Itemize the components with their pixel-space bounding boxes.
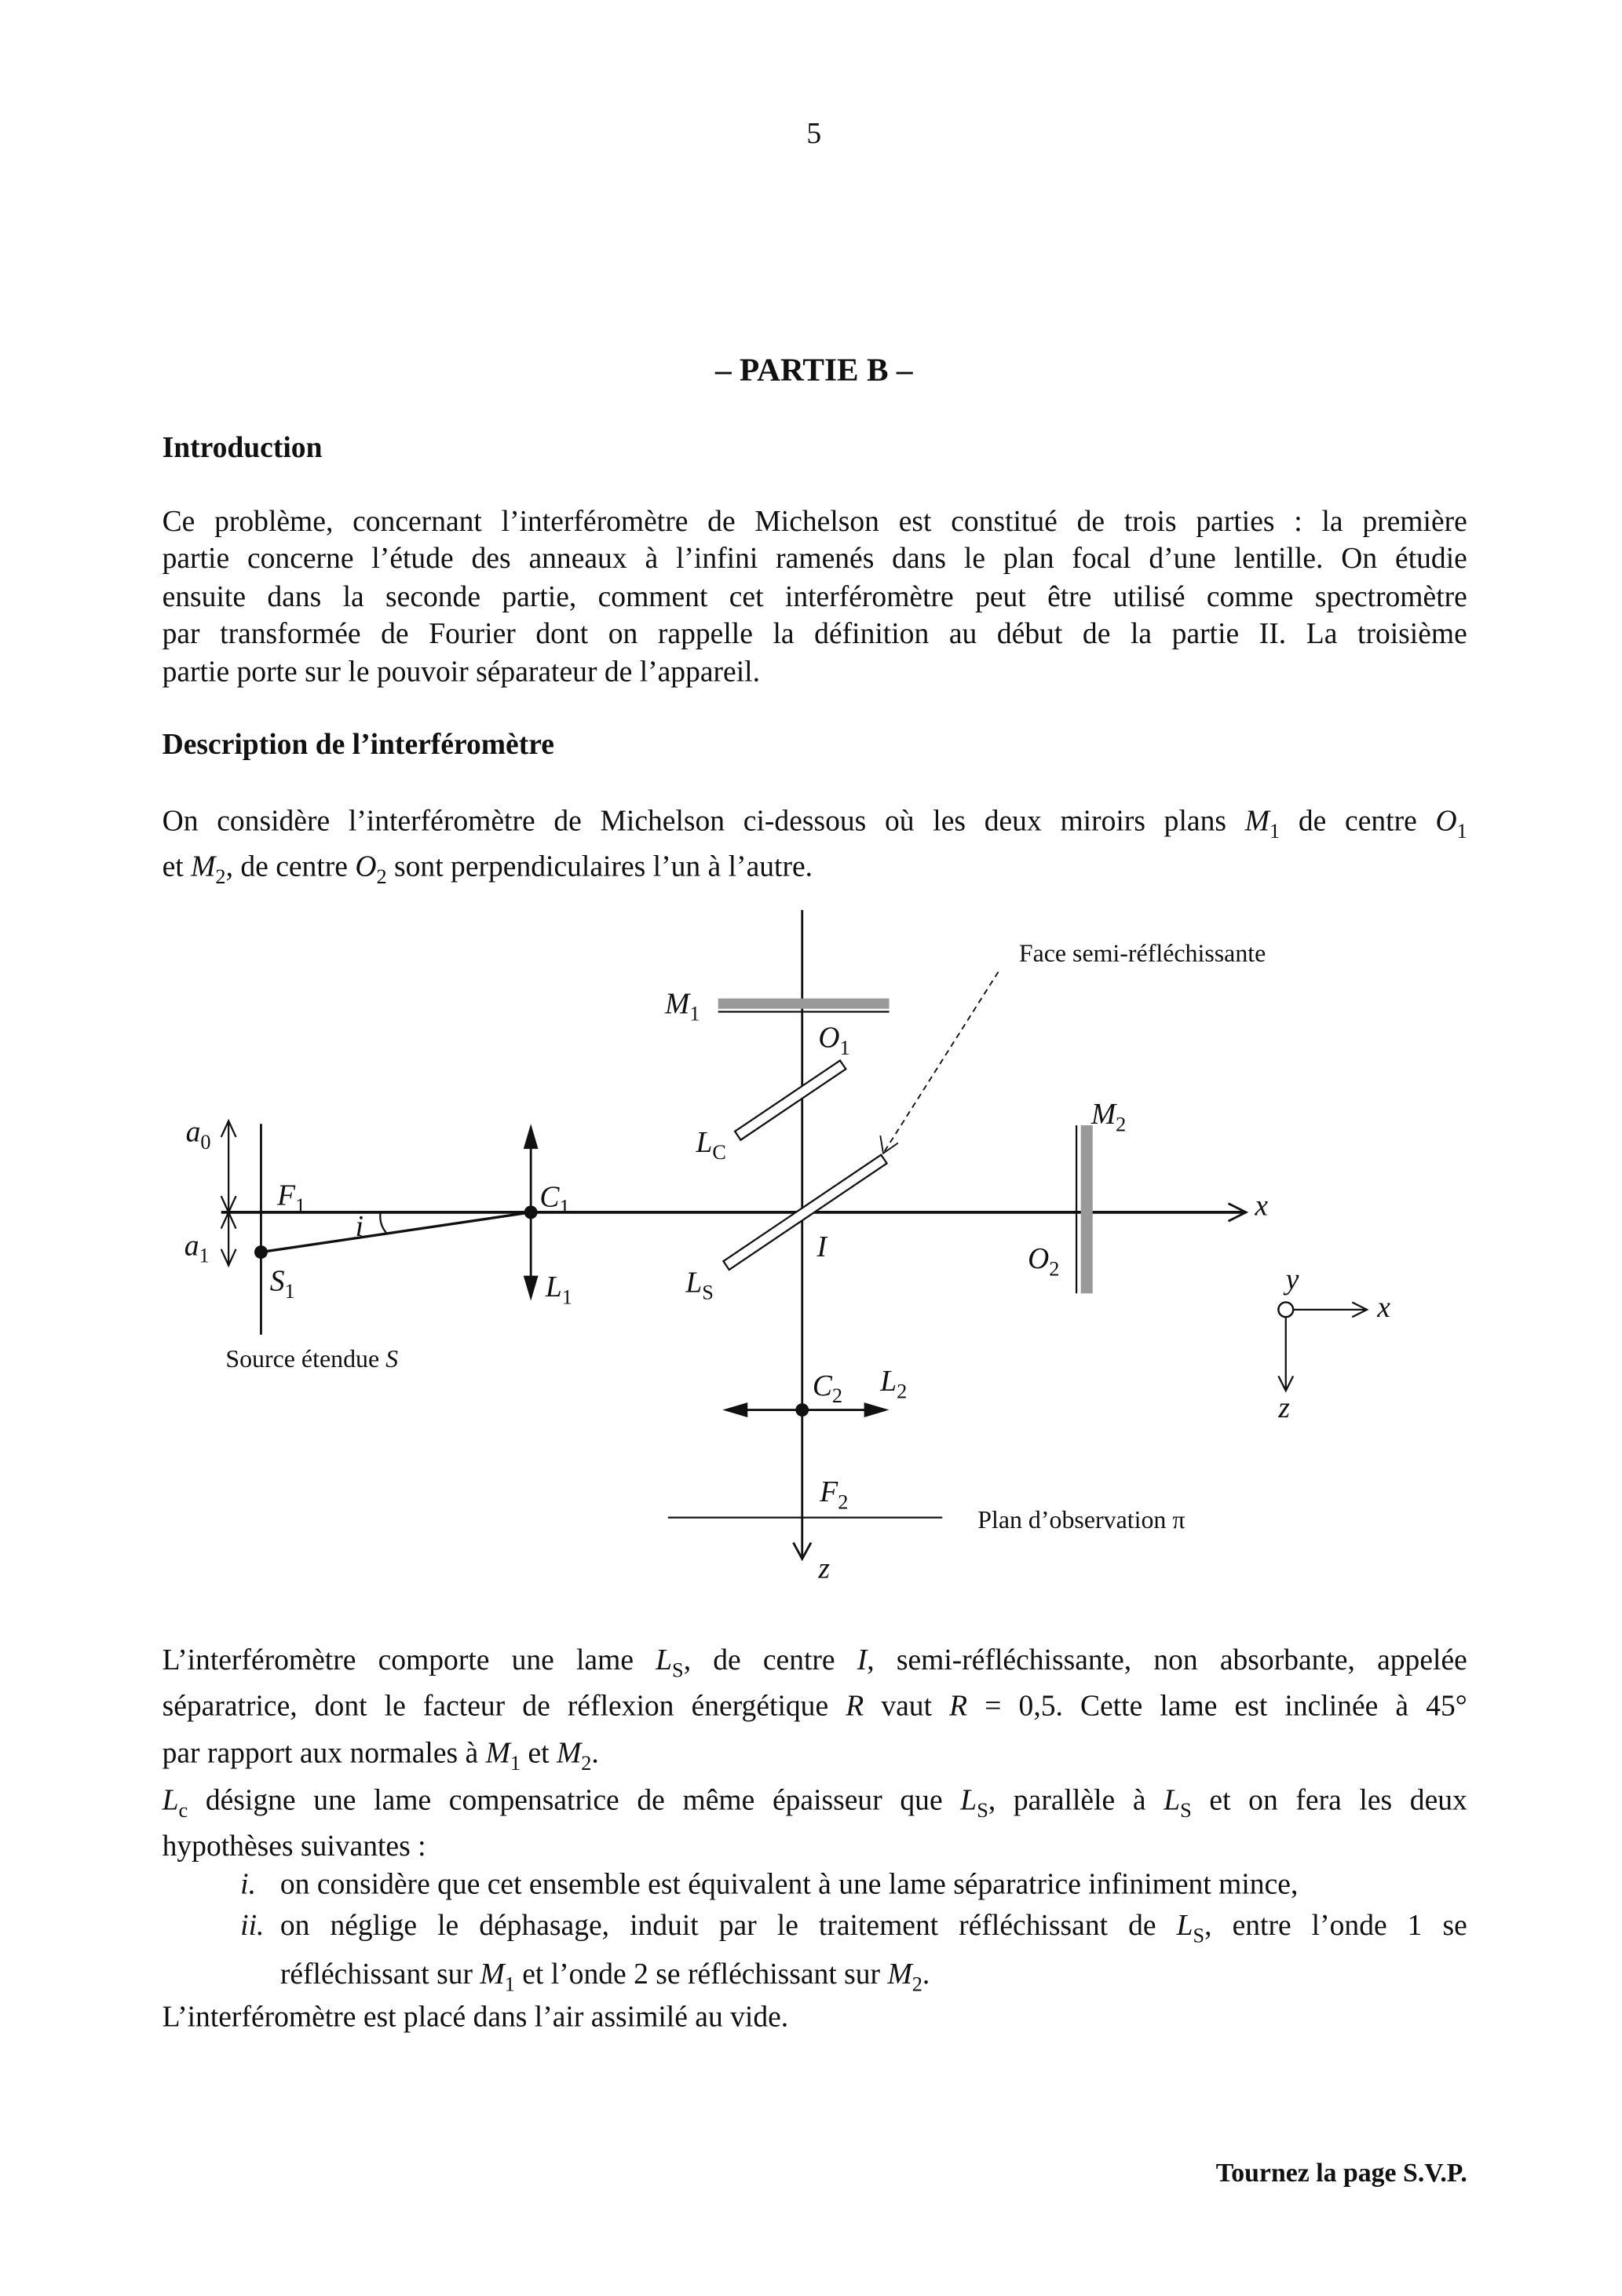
label-ls — [685, 1267, 714, 1303]
label-main: z — [818, 1552, 831, 1585]
label-c1 — [539, 1181, 569, 1218]
math-symbol-main: R — [949, 1690, 968, 1723]
math-symbol-main: L — [162, 1784, 179, 1817]
source-symbol: S — [385, 1345, 399, 1373]
face-pointer-dashed-line — [883, 972, 998, 1153]
math-symbol-main: M — [1244, 805, 1270, 838]
label-triad-z — [1277, 1392, 1290, 1424]
text-run: séparatrice, dont le facteur de réflexion énergétique — [162, 1690, 846, 1723]
math-subscript: c — [178, 1801, 188, 1823]
text-run: et — [162, 850, 192, 884]
label-subscript: 0 — [200, 1131, 211, 1154]
lens-l1-bottom-arrow — [524, 1276, 539, 1301]
face-semi-reflechissante-caption: Face semi-réfléchissante — [1018, 939, 1266, 967]
page-number: 5 — [806, 118, 822, 151]
ray-s1-c1 — [261, 1212, 531, 1252]
face-pointer-arrow — [880, 1135, 898, 1153]
text-run: et l’onde 2 se réfléchissant sur — [514, 1958, 888, 1991]
text-run: , entre l’onde 1 se — [1204, 1910, 1467, 1943]
label-f1 — [276, 1179, 305, 1216]
label-subscript: 1 — [559, 1195, 570, 1219]
label-subscript: 1 — [284, 1279, 295, 1303]
label-o2 — [1028, 1243, 1059, 1280]
label-lc — [696, 1127, 726, 1164]
label-subscript: 2 — [831, 1384, 843, 1408]
label-i — [356, 1211, 363, 1243]
math-symbol-main: L — [1164, 1784, 1181, 1817]
text-run: vaut — [864, 1690, 950, 1723]
label-i — [816, 1231, 828, 1263]
text-run: , de centre — [683, 1644, 857, 1677]
text-run: réfléchissant sur — [279, 1958, 480, 1991]
label-main: x — [1255, 1190, 1269, 1223]
math-subscript: S — [1193, 1925, 1205, 1949]
math-symbol-main: O — [355, 850, 377, 884]
math-symbol-main: R — [846, 1690, 864, 1723]
text-run: hypothèses suivantes : — [162, 1830, 426, 1863]
label-main: z — [1278, 1391, 1291, 1424]
label-main: L — [696, 1126, 713, 1159]
text-run: . — [922, 1958, 930, 1991]
math-symbol-main: M — [887, 1958, 912, 1991]
label-main: L — [545, 1270, 562, 1303]
math-subscript: 2 — [376, 867, 387, 890]
text-run: On considère l’interféromètre de Michelson ci-dessous où les deux miroirs plans — [162, 805, 1245, 838]
text-run: . — [591, 1737, 599, 1770]
math-symbol-main: M — [485, 1737, 510, 1770]
source-caption-text: Source étendue — [225, 1345, 386, 1373]
text-run: sont perpendiculaires l’un à l’autre. — [386, 850, 813, 884]
label-l2 — [879, 1366, 907, 1402]
text-run: par rapport aux normales à — [162, 1737, 486, 1770]
part-title: – PARTIE B – — [715, 351, 913, 388]
text-run: partie porte sur le pouvoir séparateur de l’appareil. — [162, 656, 761, 689]
label-a0 — [186, 1117, 211, 1153]
label-main: L — [880, 1366, 897, 1398]
label-f2 — [819, 1476, 848, 1513]
label-main: M — [665, 988, 690, 1021]
description-heading: Description de l’interféromètre — [162, 728, 554, 762]
footer-turn-page: Tournez la page S.V.P. — [1215, 2157, 1467, 2188]
text-run: , semi-réfléchissante, non absorbante, appelée — [867, 1644, 1467, 1677]
label-subscript: 2 — [897, 1380, 908, 1403]
math-subscript: 2 — [581, 1753, 592, 1776]
label-subscript: 1 — [199, 1244, 210, 1267]
math-symbol-main: M — [191, 850, 216, 884]
label-a1 — [184, 1230, 210, 1267]
text-run: , de centre — [225, 850, 356, 884]
math-subscript: 1 — [1269, 821, 1280, 844]
text-run: et on fera les deux — [1191, 1784, 1467, 1817]
math-symbol-main: L — [1176, 1910, 1193, 1943]
label-main: O — [1028, 1243, 1050, 1276]
label-main: F — [277, 1179, 296, 1212]
label-s1 — [270, 1265, 295, 1302]
point-s1 — [254, 1245, 268, 1259]
label-main: a — [185, 1116, 201, 1149]
label-main: I — [816, 1231, 827, 1264]
mirror-m2 — [1081, 1125, 1093, 1293]
text-run: , parallèle à — [988, 1784, 1164, 1817]
text-run: L’interféromètre comporte une lame — [162, 1644, 656, 1677]
text-run: = 0,5. Cette lame est inclinée à 45° — [967, 1690, 1467, 1723]
math-subscript: 1 — [510, 1753, 521, 1776]
label-main: y — [1285, 1263, 1299, 1296]
label-z-axis — [817, 1553, 830, 1585]
text-run: désigne une lame compensatrice de même épaisseur que — [188, 1784, 961, 1817]
math-subscript: S — [1180, 1801, 1192, 1823]
math-subscript: 2 — [215, 867, 226, 890]
label-main: S — [269, 1265, 285, 1298]
label-subscript: 2 — [838, 1490, 849, 1514]
math-subscript: 1 — [504, 1974, 515, 1998]
math-symbol-main: M — [480, 1958, 505, 1991]
math-symbol-main: L — [960, 1784, 977, 1817]
label-subscript: 1 — [561, 1285, 572, 1309]
label-subscript: 1 — [689, 1002, 700, 1026]
label-m2 — [1090, 1099, 1126, 1135]
text-run: par transformée de Fourier dont on rappelle la définition au début de la partie II. La troisième — [162, 617, 1467, 651]
list-marker: ii. — [240, 1910, 265, 1943]
compensator-plate-lc — [735, 1061, 846, 1140]
label-main: a — [184, 1230, 199, 1263]
text-run: ensuite dans la seconde partie, comment cet interféromètre peut être utilisé comme spectromètre — [162, 581, 1467, 614]
math-subscript: 1 — [1456, 821, 1467, 844]
math-subscript: S — [977, 1801, 988, 1823]
label-m1 — [664, 988, 700, 1025]
math-symbol-main: I — [857, 1644, 868, 1677]
label-subscript: 2 — [1049, 1257, 1060, 1281]
point-c1 — [524, 1205, 538, 1219]
label-o1 — [818, 1022, 849, 1059]
label-subscript: 1 — [839, 1036, 850, 1059]
lens-l2-left-arrow — [722, 1402, 747, 1417]
text-run: L’interféromètre est placé dans l’air assimilé au vide. — [162, 2001, 789, 2035]
label-x-axis — [1254, 1190, 1268, 1223]
math-symbol-main: M — [556, 1737, 582, 1770]
label-main: F — [820, 1476, 838, 1509]
label-main: M — [1090, 1099, 1116, 1132]
lens-l2-right-arrow — [864, 1402, 890, 1417]
label-subscript: 2 — [1116, 1113, 1127, 1136]
label-main: L — [685, 1267, 703, 1300]
label-subscript: 1 — [295, 1194, 306, 1217]
label-main: O — [818, 1022, 840, 1055]
text-run: Ce problème, concernant l’interféromètre de Michelson est constitué de trois parties : la première — [162, 506, 1467, 539]
label-main: x — [1377, 1292, 1390, 1325]
label-triad-y — [1283, 1264, 1299, 1296]
math-symbol-main: L — [656, 1644, 673, 1677]
label-l1 — [545, 1271, 572, 1308]
angle-i-arc — [380, 1212, 386, 1233]
mirror-m1 — [718, 999, 890, 1009]
point-c2 — [795, 1403, 809, 1417]
math-symbol-main: O — [1435, 805, 1457, 838]
math-subscript: S — [672, 1660, 684, 1684]
list-marker: i. — [240, 1868, 256, 1901]
label-main: C — [539, 1181, 560, 1214]
triad-y-circle — [1278, 1302, 1293, 1317]
label-c2 — [813, 1370, 842, 1407]
text-run: et — [521, 1737, 557, 1770]
text-run: on néglige le déphasage, induit par le traitement réfléchissant de — [279, 1910, 1177, 1943]
math-subscript: 2 — [911, 1974, 922, 1998]
text-run: on considère que cet ensemble est équivalent à une lame séparatrice infiniment mince, — [279, 1868, 1299, 1901]
observation-plane-caption: Plan d’observation π — [977, 1505, 1185, 1534]
label-subscript: S — [702, 1281, 714, 1304]
text-run: partie concerne l’étude des anneaux à l’infini ramenés dans le plan focal d’une lentille. On étudie — [162, 543, 1467, 576]
source-caption — [225, 1345, 398, 1373]
label-subscript: C — [712, 1141, 726, 1164]
text-run: de centre — [1280, 805, 1436, 838]
label-triad-x — [1376, 1292, 1390, 1324]
label-main: C — [812, 1369, 832, 1402]
intro-heading: Introduction — [162, 432, 323, 465]
lens-l1-top-arrow — [524, 1124, 539, 1149]
label-main: i — [355, 1210, 364, 1243]
